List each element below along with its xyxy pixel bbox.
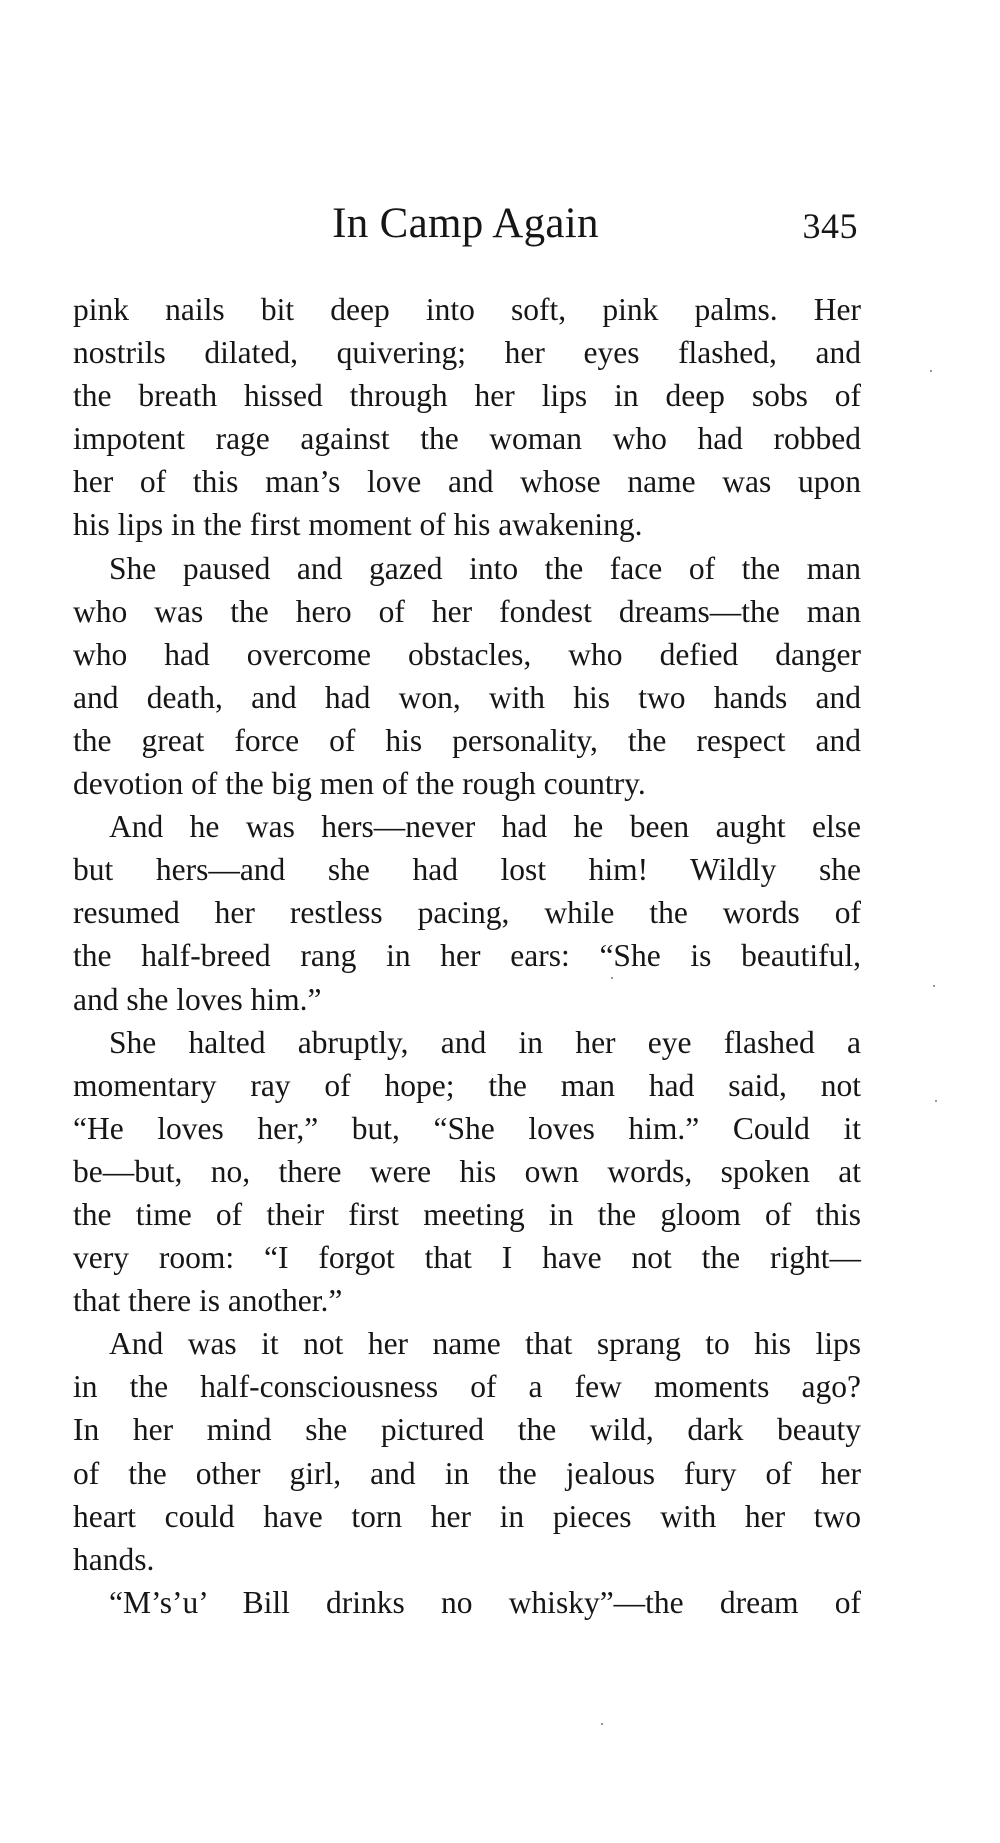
text-line: “M’s’u’ Bill drinks no whisky”—the dream of: [109, 1584, 861, 1620]
text-line: heart could have torn her in pieces with her two: [73, 1498, 861, 1534]
text-line: the half-breed rang in her ears: “She is beautiful,: [73, 938, 861, 974]
text-line: She paused and gazed into the face of the man: [109, 550, 861, 586]
text-line: her of this man’s love and whose name was upon: [73, 464, 861, 500]
text-line: momentary ray of hope; the man had said, not: [73, 1067, 861, 1103]
scan-speck: [930, 370, 932, 372]
text-line: nostrils dilated, quivering; her eyes flashed, and: [73, 335, 861, 371]
body-text: [73, 288, 861, 1624]
text-line: devotion of the big men of the rough country.: [73, 766, 646, 802]
text-line: resumed her restless pacing, while the words of: [73, 895, 861, 931]
scan-speck: [601, 1723, 603, 1725]
text-line: and death, and had won, with his two hands and: [73, 679, 861, 715]
text-line: who was the hero of her fondest dreams—the man: [73, 593, 861, 629]
text-line: pink nails bit deep into soft, pink palms. Her: [73, 292, 861, 327]
text-line: hands.: [73, 1541, 155, 1577]
text-line: the breath hissed through her lips in deep sobs of: [73, 378, 861, 414]
text-line: In her mind she pictured the wild, dark beauty: [73, 1412, 861, 1448]
running-head: [73, 196, 858, 252]
text-line: “He loves her,” but, “She loves him.” Could it: [73, 1110, 861, 1146]
text-line: who had overcome obstacles, who defied danger: [73, 636, 861, 672]
scan-speck: [935, 1100, 937, 1102]
text-line: but hers—and she had lost him! Wildly she: [73, 852, 861, 888]
text-line: And he was hers—never had he been aught else: [109, 809, 861, 845]
scan-speck: [611, 977, 613, 979]
scan-speck: [933, 985, 935, 987]
text-line: be—but, no, there were his own words, spoken at: [73, 1153, 861, 1189]
text-line: his lips in the first moment of his awakening.: [73, 507, 643, 543]
running-title: In Camp Again: [332, 200, 599, 247]
text-line: that there is another.”: [73, 1283, 343, 1319]
text-line: and she loves him.”: [73, 981, 322, 1017]
text-line: She halted abruptly, and in her eye flashed a: [109, 1024, 861, 1060]
text-line: impotent rage against the woman who had robbed: [73, 421, 861, 457]
text-line: the great force of his personality, the respect and: [73, 722, 861, 758]
text-line: very room: “I forgot that I have not the right—: [73, 1240, 861, 1276]
text-line: And was it not her name that sprang to his lips: [109, 1326, 861, 1362]
text-line: in the half-consciousness of a few moments ago?: [73, 1369, 861, 1405]
text-line: of the other girl, and in the jealous fury of her: [73, 1455, 861, 1491]
text-line: the time of their first meeting in the gloom of this: [73, 1196, 861, 1232]
page-number: 345: [802, 206, 858, 246]
